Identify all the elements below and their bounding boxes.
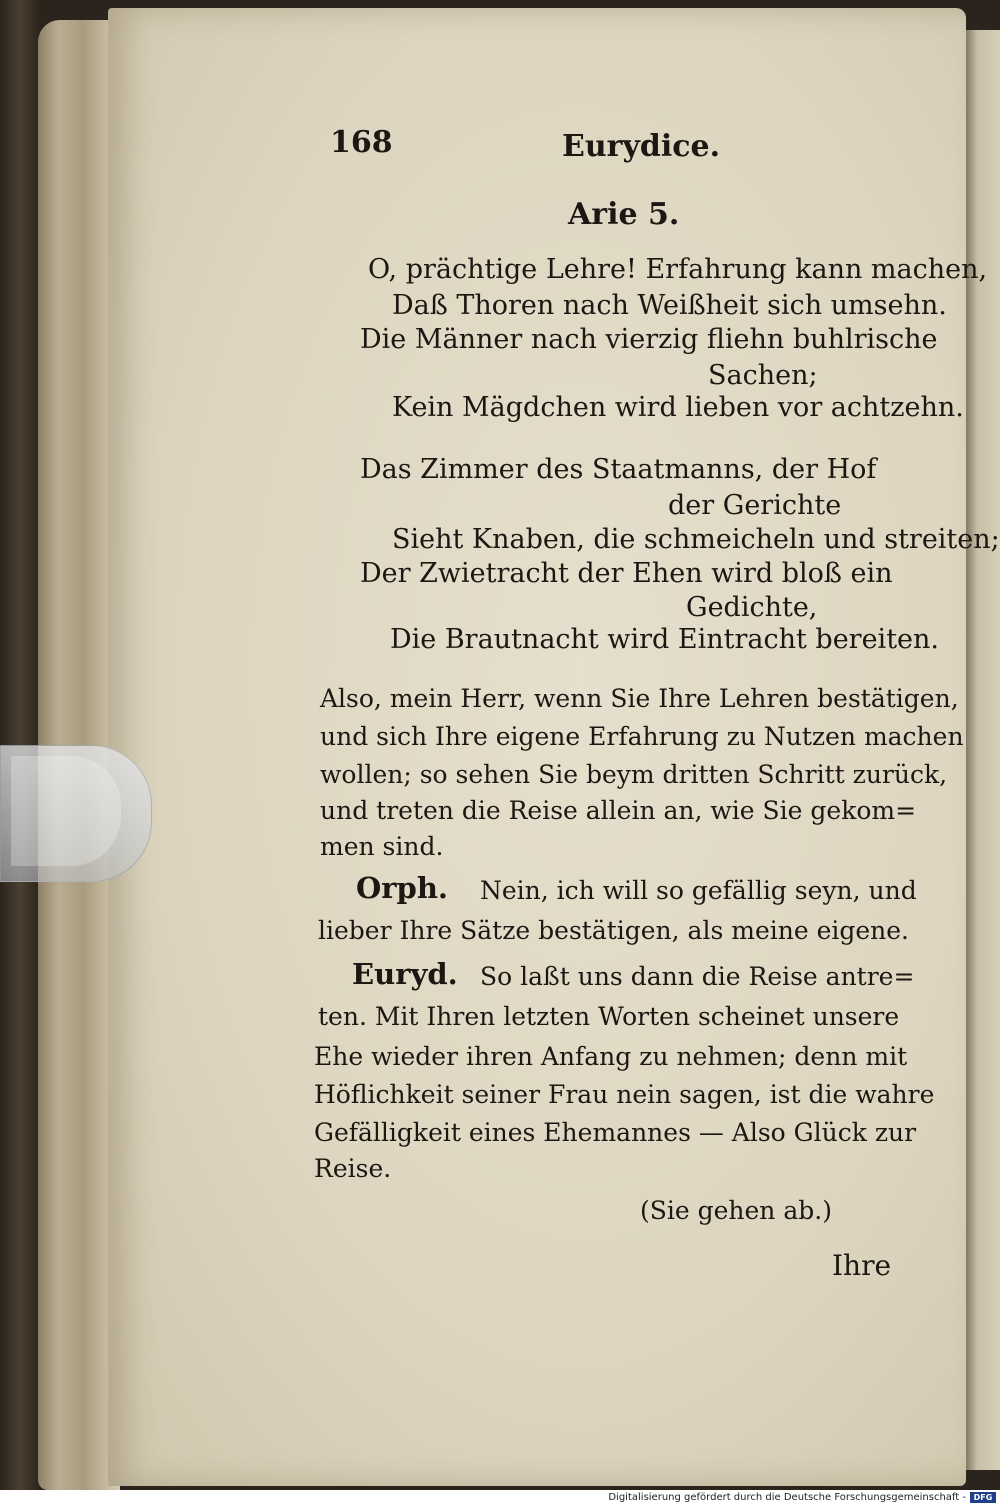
speech-line: Ehe wieder ihren Anfang zu nehmen; denn mit — [314, 1042, 908, 1071]
paragraph-line: wollen; so sehen Sie beym dritten Schritt zurück, — [320, 760, 948, 789]
footer-credit: Digitalisierung gefördert durch die Deutsche Forschungsgemeinschaft - — [608, 1492, 966, 1503]
speech-line: Nein, ich will so gefällig seyn, und — [480, 876, 917, 905]
aria-title: Arie 5. — [568, 197, 680, 232]
stanza1-line: Kein Mägdchen wird lieben vor achtzehn. — [392, 392, 964, 423]
speech-line: Reise. — [314, 1154, 392, 1183]
digitization-footer — [0, 1490, 1000, 1506]
stanza1-line: Die Männer nach vierzig fliehn buhlrische — [360, 324, 938, 355]
paragraph-line: und sich Ihre eigene Erfahrung zu Nutzen machen — [320, 722, 964, 751]
stanza2-line: Sieht Knaben, die schmeicheln und streiten; — [392, 524, 1000, 555]
speech-line: lieber Ihre Sätze bestätigen, als meine eigene. — [318, 916, 910, 945]
catchword: Ihre — [832, 1249, 892, 1282]
stanza1-line: Sachen; — [708, 360, 818, 391]
stanza2-line: Gedichte, — [686, 592, 818, 623]
paragraph-line: und treten die Reise allein an, wie Sie gekom= — [320, 796, 917, 825]
stanza2-line: Das Zimmer des Staatmanns, der Hof — [360, 454, 877, 485]
stanza1-line: Daß Thoren nach Weißheit sich umsehn. — [392, 290, 947, 321]
stanza2-line: Der Zwietracht der Ehen wird bloß ein — [360, 558, 893, 589]
paragraph-line: Also, mein Herr, wenn Sie Ihre Lehren bestätigen, — [320, 684, 959, 713]
speaker-euryd: Euryd. — [352, 957, 458, 991]
speech-line: ten. Mit Ihren letzten Worten scheinet unsere — [318, 1002, 900, 1031]
stanza2-line: der Gerichte — [668, 490, 842, 521]
paragraph-line: men sind. — [320, 832, 444, 861]
speech-line: So laßt uns dann die Reise antre= — [480, 962, 915, 991]
stage-direction: (Sie gehen ab.) — [640, 1196, 832, 1225]
speaker-orph: Orph. — [356, 871, 448, 905]
dfg-logo: DFG — [970, 1492, 996, 1503]
page-number: 168 — [330, 125, 393, 160]
stanza1-line: O, prächtige Lehre! Erfahrung kann machen, — [368, 254, 988, 285]
speech-line: Höflichkeit seiner Frau nein sagen, ist die wahre — [314, 1080, 935, 1109]
running-title: Eurydice. — [562, 129, 721, 164]
stanza2-line: Die Brautnacht wird Eintracht bereiten. — [390, 624, 939, 655]
speech-line: Gefälligkeit eines Ehemannes — Also Glück zur — [314, 1118, 917, 1147]
